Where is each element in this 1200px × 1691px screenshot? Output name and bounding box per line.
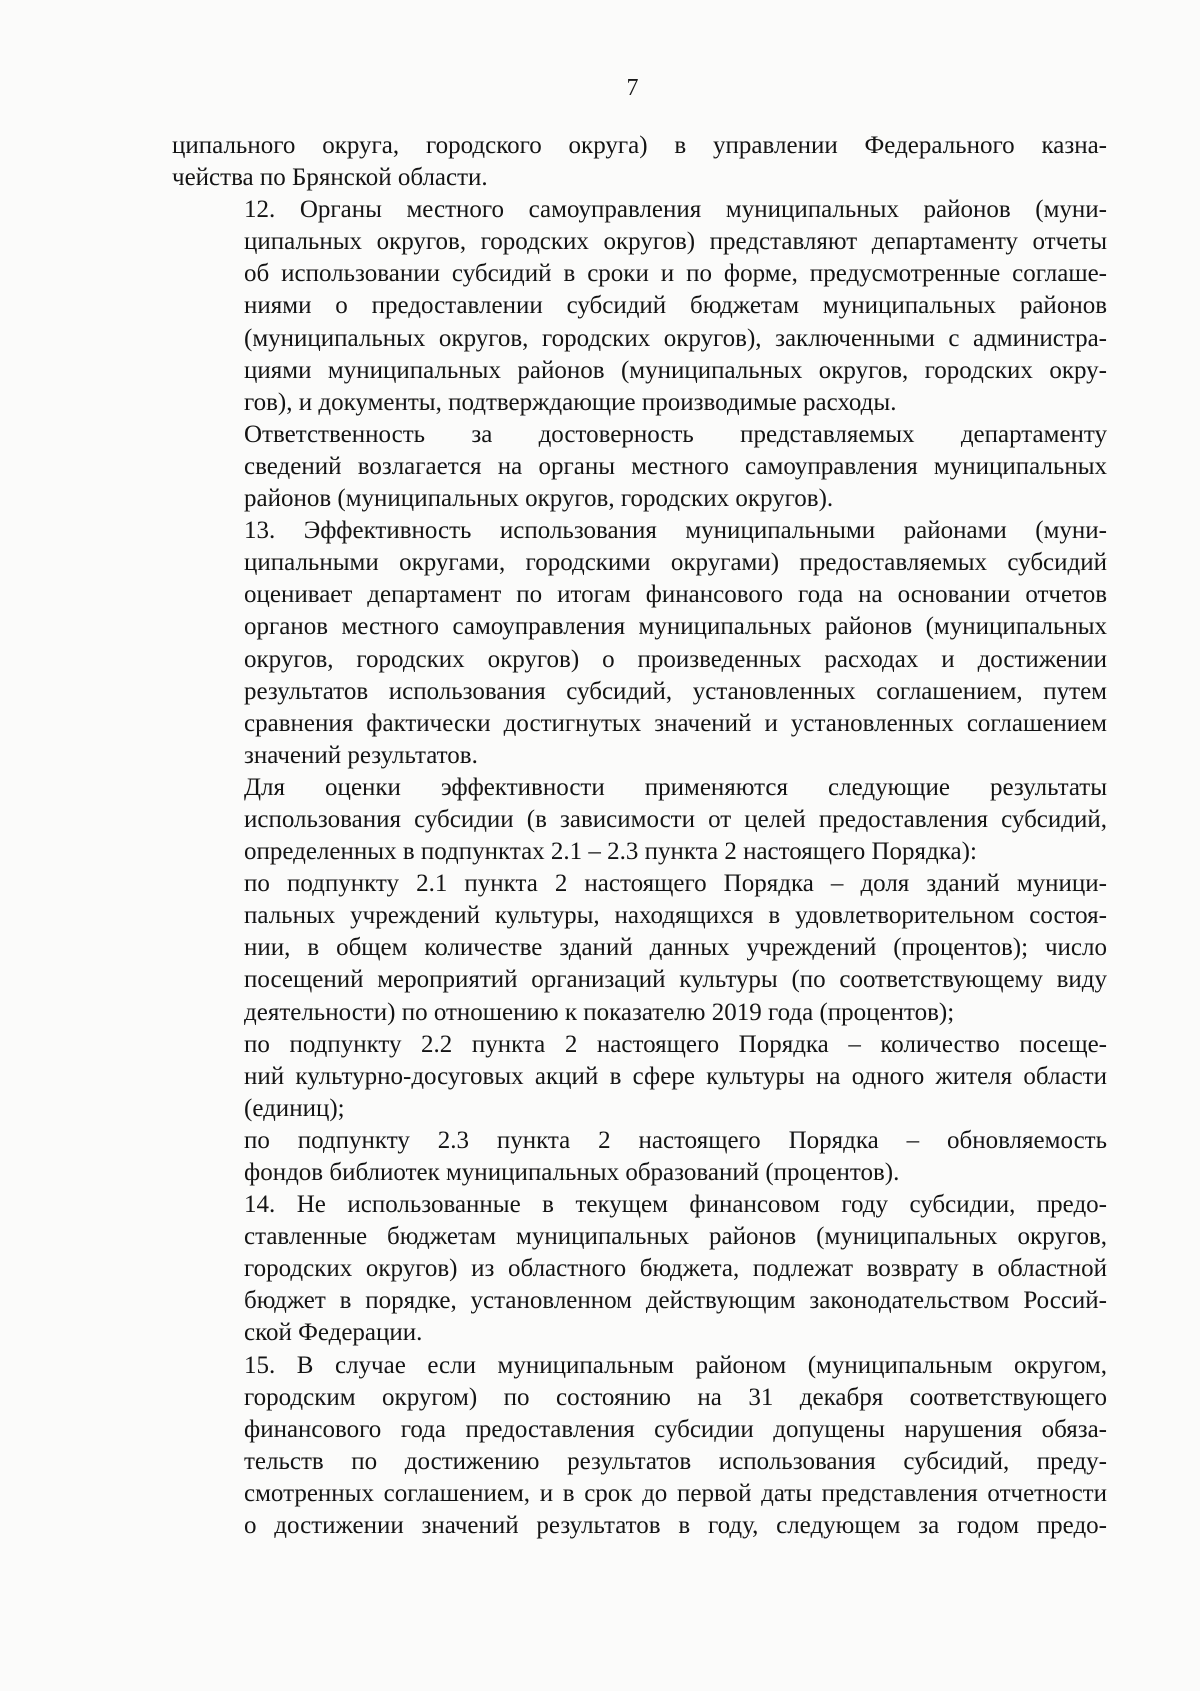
text-line: по подпункту 2.2 пункта 2 настоящего Порядка – количество посеще-: [244, 1030, 1107, 1058]
text-line: ниями о предоставлении субсидий бюджетам муниципальных районов: [244, 292, 1107, 320]
text-line: значений результатов.: [244, 741, 478, 769]
text-line: ципальных округов, городских округов) представляют департаменту отчеты: [244, 228, 1107, 256]
text-line: районов (муниципальных округов, городских округов).: [244, 485, 834, 513]
text-line: оценивает департамент по итогам финансового года на основании отчетов: [244, 581, 1107, 609]
text-line: ставленные бюджетам муниципальных районов (муниципальных округов,: [244, 1223, 1107, 1251]
text-line: по подпункту 2.1 пункта 2 настоящего Порядка – доля зданий муници-: [244, 870, 1107, 898]
text-line: округов, городских округов) о произведенных расходах и достижении: [244, 645, 1107, 673]
text-line: 14. Не использованные в текущем финансовом году субсидии, предо-: [244, 1191, 1107, 1219]
text-line: об использовании субсидий в сроки и по форме, предусмотренные соглаше-: [244, 260, 1107, 288]
document-body: [172, 130, 1107, 1542]
text-line: финансового года предоставления субсидии допущены нарушения обяза-: [244, 1415, 1107, 1443]
text-line: сведений возлагается на органы местного самоуправления муниципальных: [244, 452, 1107, 480]
text-line: городским округом) по состоянию на 31 декабря соответствующего: [244, 1383, 1107, 1411]
text-line: ний культурно-досуговых акций в сфере культуры на одного жителя области: [244, 1062, 1107, 1090]
paragraph: [172, 1350, 1107, 1543]
text-line: Ответственность за достоверность представляемых департаменту: [244, 420, 1107, 448]
paragraph: [172, 1029, 1107, 1125]
text-line: 15. В случае если муниципальным районом (муниципальным округом,: [244, 1351, 1107, 1379]
text-line: пальных учреждений культуры, находящихся в удовлетворительном состоя-: [244, 902, 1107, 930]
text-line: циями муниципальных районов (муниципальных округов, городских окру-: [244, 356, 1107, 384]
text-line: городских округов) из областного бюджета, подлежат возврату в областной: [244, 1255, 1107, 1283]
page-number: 7: [626, 75, 639, 101]
text-line: бюджет в порядке, установленном действующим законодательством Россий-: [244, 1287, 1107, 1315]
text-line: тельств по достижению результатов использования субсидий, преду-: [244, 1447, 1107, 1475]
text-line: органов местного самоуправления муниципальных районов (муниципальных: [244, 613, 1107, 641]
text-line: 13. Эффективность использования муниципальными районами (муни-: [244, 517, 1107, 545]
text-line: чейства по Брянской области.: [172, 164, 488, 192]
text-line: использования субсидии (в зависимости от целей предоставления субсидий,: [244, 805, 1107, 833]
text-line: посещений мероприятий организаций культуры (по соответствующему виду: [244, 966, 1107, 994]
text-line: ципального округа, городского округа) в управлении Федерального казна-: [172, 132, 1107, 159]
text-line: Для оценки эффективности применяются следующие результаты: [244, 773, 1107, 801]
paragraph: [172, 130, 1107, 194]
paragraph: [172, 515, 1107, 772]
paragraph: [172, 419, 1107, 515]
paragraph: [172, 1189, 1107, 1349]
paragraph: [172, 772, 1107, 868]
text-line: гов), и документы, подтверждающие производимые расходы.: [244, 388, 897, 416]
text-line: 12. Органы местного самоуправления муниципальных районов (муни-: [244, 196, 1107, 224]
text-line: (единиц);: [244, 1094, 345, 1122]
text-line: по подпункту 2.3 пункта 2 настоящего Порядка – обновляемость: [244, 1126, 1107, 1154]
text-line: результатов использования субсидий, установленных соглашением, путем: [244, 677, 1107, 705]
text-line: ской Федерации.: [244, 1319, 423, 1347]
paragraph: [172, 194, 1107, 419]
text-line: нии, в общем количестве зданий данных учреждений (процентов); число: [244, 934, 1107, 962]
text-line: ципальными округами, городскими округами) предоставляемых субсидий: [244, 549, 1107, 577]
text-line: деятельности) по отношению к показателю 2019 года (процентов);: [244, 998, 955, 1026]
text-line: (муниципальных округов, городских округов), заключенными с администра-: [244, 324, 1107, 352]
text-line: определенных в подпунктах 2.1 – 2.3 пункта 2 настоящего Порядка):: [244, 838, 977, 866]
text-line: смотренных соглашением, и в срок до первой даты представления отчетности: [244, 1479, 1107, 1507]
paragraph: [172, 868, 1107, 1028]
text-line: фондов библиотек муниципальных образований (процентов).: [244, 1159, 900, 1186]
text-line: о достижении значений результатов в году, следующем за годом предо-: [244, 1512, 1107, 1540]
paragraph: [172, 1125, 1107, 1189]
text-line: сравнения фактически достигнутых значений и установленных соглашением: [244, 709, 1107, 737]
